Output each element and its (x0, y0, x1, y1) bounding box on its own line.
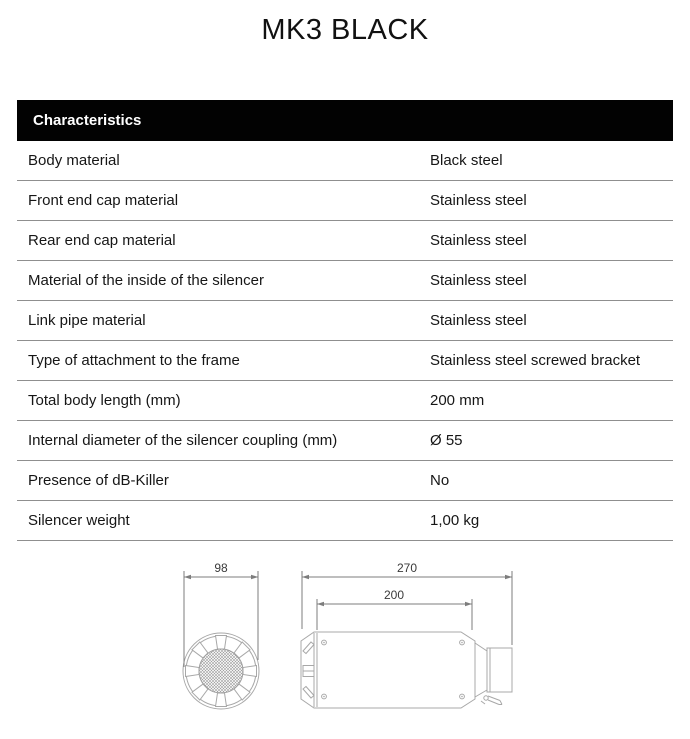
table-row (17, 501, 673, 541)
outlet-sleeve (487, 648, 512, 692)
table-row (17, 261, 673, 301)
table-row (17, 421, 673, 461)
table-row (17, 141, 673, 181)
row-value: 1,00 kg (430, 512, 480, 529)
page-title: MK3 BLACK (261, 14, 429, 46)
row-label: Body material (28, 152, 120, 169)
row-value: 200 mm (430, 392, 485, 409)
row-label: Internal diameter of the silencer coupling (mm) (28, 432, 338, 449)
row-label: Presence of dB-Killer (28, 472, 169, 489)
rear-bracket-screw (481, 696, 502, 705)
row-value: Stainless steel (430, 312, 527, 329)
characteristics-table (17, 100, 673, 541)
table-row (17, 301, 673, 341)
dimension-200 (317, 588, 472, 630)
front-view (183, 633, 259, 709)
row-label: Material of the inside of the silencer (28, 272, 264, 289)
table-header-label: Characteristics (33, 112, 142, 129)
silencer-dimension-drawing (0, 541, 690, 739)
row-value: Stainless steel screwed bracket (430, 352, 641, 369)
row-label: Rear end cap material (28, 232, 176, 249)
row-label: Type of attachment to the frame (28, 352, 240, 369)
row-label: Silencer weight (28, 512, 130, 529)
technical-drawing (0, 541, 690, 739)
table-row (17, 221, 673, 261)
dim-label-total-length: 270 (396, 561, 418, 575)
dim-label-front-width: 98 (214, 561, 228, 575)
table-header (17, 100, 673, 141)
table-row (17, 341, 673, 381)
row-label: Total body length (mm) (28, 392, 181, 409)
dim-label-body-length: 200 (383, 588, 405, 602)
mesh-outlet (199, 649, 243, 693)
row-value: No (430, 472, 450, 489)
table-row (17, 381, 673, 421)
table-row (17, 181, 673, 221)
row-value: Black steel (430, 152, 503, 169)
row-value: Stainless steel (430, 192, 527, 209)
row-label: Front end cap material (28, 192, 179, 209)
table-row (17, 461, 673, 501)
row-label: Link pipe material (28, 312, 146, 329)
row-value: Ø 55 (430, 432, 463, 449)
row-value: Stainless steel (430, 232, 527, 249)
side-view (301, 632, 512, 708)
row-value: Stainless steel (430, 272, 527, 289)
